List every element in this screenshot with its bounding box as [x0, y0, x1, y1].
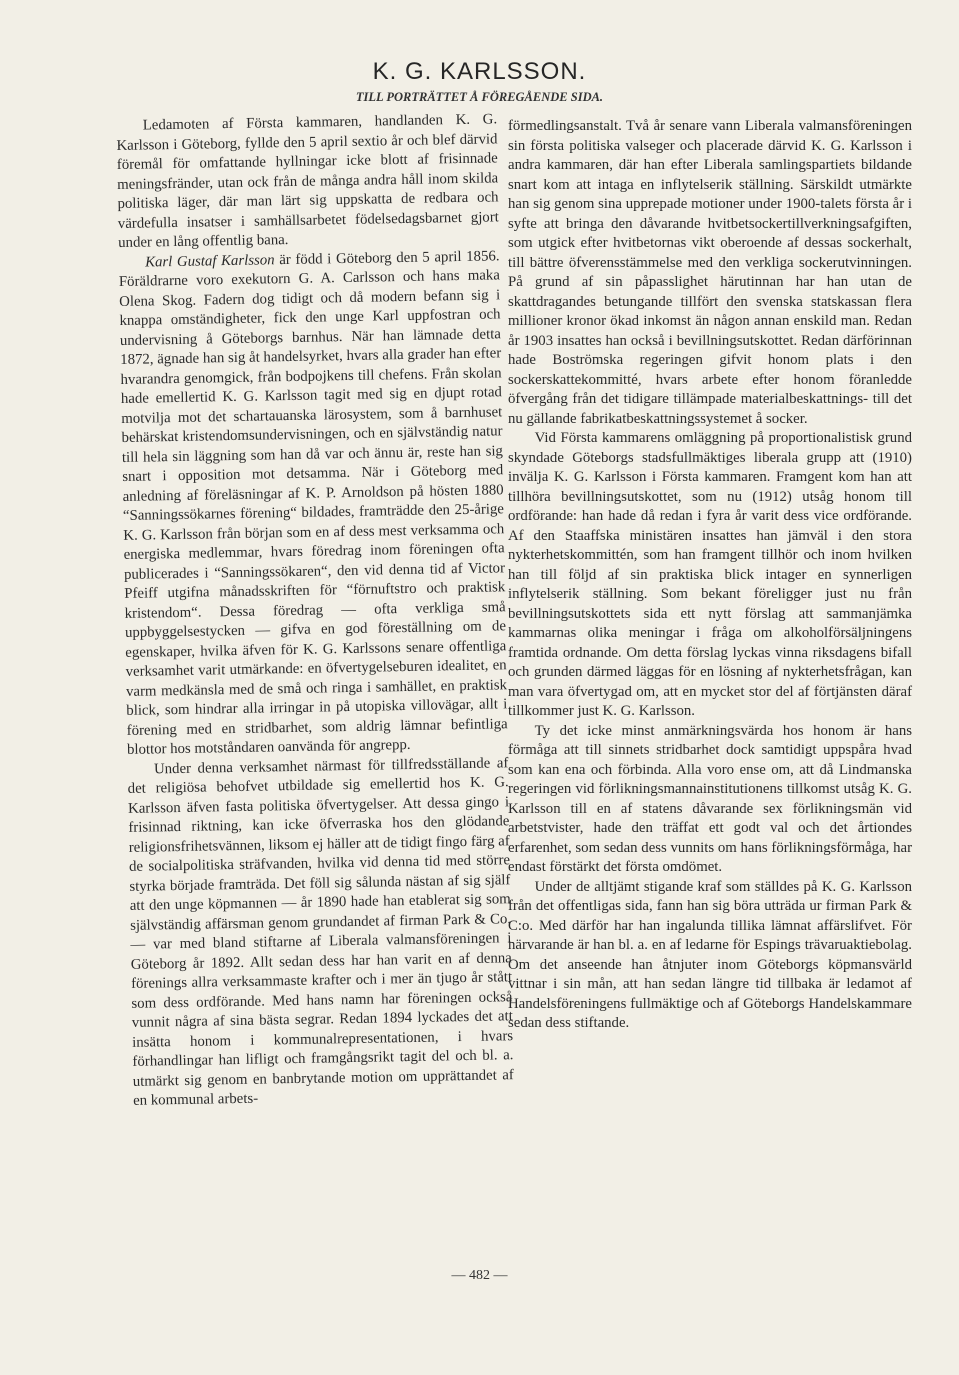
- paragraph: Under denna verksamhet närmast för tillfredsställande af det religiösa behofvet utbildade sig emellertid hos K. G. Karlsson äfven fasta politiska öfvertygelser. Att dessa gingo i frisinnad riktning, kan icke öfverraska hos den glödande religionsfrihetsvännen, liksom ej häller att de tidigt fingo färg af de socialpolitiska sträfvanden, hvilka vid denna tid med större styrka började framträda. Det föll sig sålunda nästan af sig själf att den unge köpmannen — år 1890 hade han etablerat sig som självständig affärsman genom grundandet af firman Park & Co. — var med bland stiftarne af Liberala valmansföreningen i Göteborg år 1892. Allt sedan dess har han varit en af denna förenings allra verksammaste krafter och i mer än tjugo år stått som dess ordförande. Med hans namn har föreningen också vunnit några af sina bästa segrar. Redan 1894 lyckades det att insätta honom i kommunalrepresentationen, i hvars förhandlingar han lifligt och framgångsrikt tagit del och bl. a. utmärkt sig genom en banbrytande motion om upprättandet af en kommunal arbets-: [127, 754, 514, 1109]
- right-column: [508, 117, 912, 1034]
- paragraph: förmedlingsanstalt. Två år senare vann Liberala valmansföreningen sin första politiska valseger och placerade därvid K. G. Karlsson i andra kammaren, där han efter Liberala samlingspartiets bildande snart kom att intaga en inflytelserik ställning. Särskildt utmärkte han sig genom sina upprepade motioner under 1900-talets första år i syfte att bringa den dåvarande hvitbetsockertillverkningsafgiften, som utgick efter hvitbetornas vikt oberoende af dessas sockerhalt, till bättre öfverensstämmelse med den verkliga sockerutvinningen. På grund af sin påpasslighet härutinnan har han utan de skattdragandes betungande tillfört den svenska statskassan flera millioner kronor ökad inkomst än någon annan enskild man. Redan år 1903 insattes han också i bevillningsutskottet. Redan därförinnan hade Boströmska regeringen gifvit honom plats i den sockerskattekommitté, hvars arbete efter honom föranledde öfvergång från det tidigare tillämpade materialbeskattnings- till det nu gällande fabrikatbeskattningssystemet å socker.: [508, 118, 912, 427]
- paragraph-text: är född i Göteborg den 5 april 1856. Föräldrarne voro exekutorn G. A. Carlsson och hans maka Olena Skog. Fadern dog tidigt och då modern befann sig i knappa omständigheter, fick den unge Karl uppfostran och undervisning å Göteborgs barnhus. När han lämnade detta 1872, ägnade han sig åt handelsyrket, hvars alla grader han efter hvarandra genomgick, från bodpojkens till chefens. Från skolan hade emellertid K. G. Karlsson tagit med sig en djupt rotad motvilja mot det schartauanska lärosystem, som å barnhuset behärskat kristendomsundervisningen, och en självständig natur till hela sin läggning som han då var och ännu är, reste han sig snart i opposition mot detsamma. När i Göteborg med anledning af föreläsningar af K. P. Arnoldson på hösten 1880 “Sanningssökarnes förening“ bildades, framträdde den 25-årige K. G. Karlsson från början som en af dess mest verksamma och energiska medlemmar, hvars föredrag inom föreningen ofta publicerades i “Sanningssökaren“, den vid denna tid af Victor Pfeiff utgifna månadsskriften för “förnuftstro och praktisk kristendom“. Dessa föredrag — ofta verkliga små uppbyggelsestycken — gifva en god föreställning om de egenskaper, hvilka äfven för K. G. Karlssons senare offentliga verksamhet varit utmärkande: en öfvertygelseburen idealitet, en varm medkänsla med de små och ringa i samhället, en praktisk blick, som hindrar alla irringar in på utopiska villovägar, allt i förening med en stridbarhet, som aldrig lämnar befintliga blottor hos motståndaren oanvända för angrepp.: [118, 247, 508, 758]
- paragraph: Vid Första kammarens omläggning på proportionalistisk grund skyndade Göteborgs stadsfullmäktiges liberala grupp att (1910) invälja K. G. Karlsson i Första kammaren. Framgent kom han att tillhöra bevillningsutskottet, som nu (1912) utsåg honom till ordförande: han hade då redan i fyra år varit dess vice ordförande. Af den Staaffska ministären insattes han jämväl i den stora nykterhetskommittén, som han framgent tillhör och inom hvilken han till följd af sin praktiska blick intager en synnerligen inflytelserik ställning. Som bekant föreligger just nu från bevillningsutskottets sida ett nytt förslag att sammanjämka kammarnas olika meningar i fråga om alkoholförsäljningens framtida ordnande. Om detta förslag lyckas vinna riksdagens bifall och grunden därmed läggas för en lösning af nykterhetsfrågan, kan man vara öfvertygad om, att en mycket stor del af förtjänsten däraf tillkommer just K. G. Karlsson.: [508, 430, 912, 719]
- paragraph: Ty det icke minst anmärkningsvärda hos honom är hans förmåga att till sinnets stridbarhet dock samtidigt uppspåra hvad som kan ena och förbinda. Alla voro ense om, att då Lindmanska regeringen vid förlikningsmannainstitutionens tillkomst utsåg K. G. Karlsson till en af statens dåvarande sex förlikningsmän vid arbetstvister, hade den träffat ett godt val och det årtiondes erfarenhet, som sedan dess vunnits om hans förlikningsförmåga, har endast förstärkt det första omdömet.: [508, 722, 912, 875]
- left-column: [116, 110, 514, 1111]
- article-subtitle: TILL PORTRÄTTET Å FÖREGÅENDE SIDA.: [355, 90, 604, 104]
- article-title: K. G. KARLSSON.: [372, 58, 587, 85]
- subject-name: Karl Gustaf Karlsson: [145, 251, 275, 271]
- paragraph: [118, 247, 508, 761]
- paragraph: Under de alltjämt stigande kraf som ställdes på K. G. Karlsson från det offentligas sida, fann han sig böra utträda ur firman Park & C:o. Med därför har han ingalunda tillika lämnat affärslifvet. För närvarande är han bl. a. en af ledarne för Espings trävaruaktiebolag. Om det anseende han åtnjuter inom Göteborgs köpmansvärld vittnar i sin mån, att han sedan längre tid tillbaka är ledamot af Handelsföreningens fullmäktige och af Göteborgs Handelskammare sedan dess stiftande.: [508, 878, 912, 1031]
- page-number: — 482 —: [451, 1268, 508, 1283]
- paragraph: Ledamoten af Första kammaren, handlanden K. G. Karlsson i Göteborg, fyllde den 5 april sextio år och blef därvid föremål för omfattande hyllningar icke blott af frisinnade meningsfränder, utan ock från de många andra håll inom skilda politiska läger, där man lärt sig uppskatta de redbara och värdefulla insatser i samhällsarbetet födelsedagsbarnet gjort under en lång offentlig bana.: [116, 111, 499, 251]
